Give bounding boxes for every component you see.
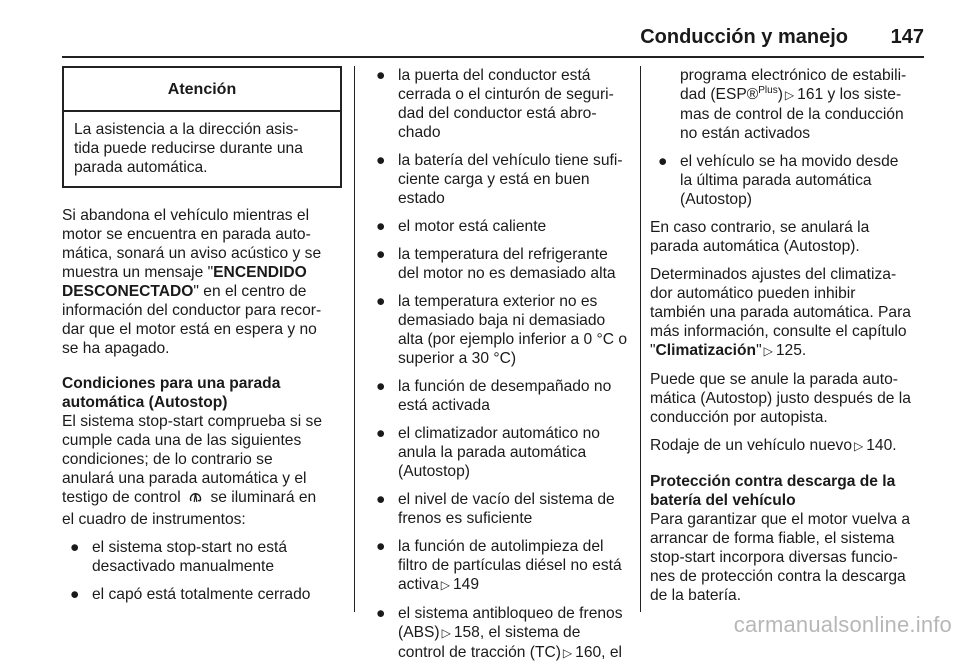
list-item: ● la batería del vehículo tiene sufi- ciente carga y está en buen estado [376, 152, 623, 207]
page-reference-arrow-icon[interactable]: ▷ [440, 578, 450, 592]
bullet-icon: ● [376, 378, 386, 395]
paragraph: El sistema stop-start comprueba si se cumple cada una de las siguientes condiciones; de lo contrario se anulará una parada automática y el testigo de control se iluminará en el cuadro de instrumentos: [62, 413, 322, 528]
paragraph: Para garantizar que el motor vuelva a arrancar de forma fiable, el sistema stop-start incorpora diversas funcio- nes de protección contra la descarga de la batería. [650, 511, 911, 604]
page-reference[interactable]: 125. [775, 342, 807, 359]
bullet-icon: ● [376, 293, 386, 310]
warning-title: Atención [64, 68, 340, 112]
page-reference-arrow-icon[interactable]: ▷ [854, 439, 864, 453]
bullet-icon: ● [376, 491, 386, 508]
bullet-icon: ● [376, 152, 386, 169]
section-reference: Climatización [655, 342, 757, 359]
column-1 [62, 66, 342, 613]
page-reference-arrow-icon[interactable]: ▷ [562, 646, 573, 660]
list-item: ● el capó está totalmente cerrado [70, 586, 311, 603]
paragraph: Rodaje de un vehículo nuevo ▷ 140. [650, 437, 897, 454]
column-divider [354, 66, 355, 612]
list-item: ● la función de autolimpieza del filtro de partículas diésel no está activa ▷ 149 [376, 538, 622, 593]
page-reference[interactable]: 158, el sistema de [453, 624, 581, 641]
list-item: ● la temperatura exterior no es demasiado baja ni demasiado alta (por ejemplo inferior a 0 °C o superior a 30 °C) [376, 293, 627, 367]
list-item: ● el motor está caliente [376, 218, 547, 235]
column-divider [640, 66, 641, 612]
paragraph: Si abandona el vehículo mientras el motor se encuentra en parada auto- mática, sonará un aviso acústico y se muestra un mensaje "ENCENDIDO DESCONECTADO" en el centro de información del conductor para recor- dar que el motor está en espera y no se ha apagado. [62, 207, 322, 357]
list-item: ● la función de desempañado no está activada [376, 378, 612, 414]
list-item: ● el vehículo se ha movido desde la última parada automática (Autostop) [658, 153, 899, 208]
page-reference-arrow-icon[interactable]: ▷ [784, 88, 795, 102]
page-reference[interactable]: 161 y los siste- [797, 86, 902, 103]
list-item-continued: programa electrónico de estabili- dad (ESP®$^{Plus}$) ▷ 161 y los siste- mas de control de la conducción no están activados [680, 67, 907, 142]
message-text: ENCENDIDO [213, 264, 307, 281]
page-reference[interactable]: 140. [866, 437, 897, 454]
page-reference-arrow-icon[interactable]: ▷ [763, 344, 773, 358]
column-3 [650, 66, 926, 614]
message-text: DESCONECTADO [62, 283, 194, 300]
list-item: ● el climatizador automático no anula la parada automática (Autostop) [376, 425, 600, 480]
warning-box [62, 66, 342, 188]
page-reference-arrow-icon[interactable]: ▷ [441, 626, 451, 640]
list-item: ● la puerta del conductor está cerrada o el cinturón de seguri- dad del conductor está abro- chado [376, 67, 614, 141]
autostop-icon [188, 490, 203, 510]
list-item: ● la temperatura del refrigerante del motor no es demasiado alta [376, 246, 616, 282]
page-reference[interactable]: 160, el [575, 644, 622, 661]
bullet-icon: ● [376, 246, 386, 263]
list-item: ● el sistema antibloqueo de frenos (ABS) ▷ 158, el sistema de control de tracción (TC) ▷ 160, el [376, 605, 623, 661]
section-heading: Condiciones para una parada automática (Autostop) [62, 375, 281, 411]
bullet-icon: ● [376, 538, 386, 555]
watermark: carmanualsonline.info [733, 612, 952, 637]
bullet-icon: ● [70, 586, 80, 603]
page-number: 147 [890, 26, 924, 48]
bullet-icon: ● [376, 218, 386, 235]
section-heading: Protección contra descarga de la batería del vehículo [650, 473, 896, 509]
bullet-icon: ● [658, 153, 668, 170]
bullet-icon: ● [376, 67, 386, 84]
page-header [62, 22, 924, 58]
paragraph: Determinados ajustes del climatiza- dor automático pueden inhibir también una parada automática. Para más información, consulte el capítulo "Climatización" ▷ 125. [650, 266, 911, 359]
chapter-title: Conducción y manejo [640, 26, 848, 48]
bullet-icon: ● [70, 539, 80, 556]
bullet-icon: ● [376, 425, 386, 442]
paragraph: Puede que se anule la parada auto- mática (Autostop) justo después de la conducción por autopista. [650, 371, 911, 426]
column-2 [368, 66, 634, 672]
paragraph: En caso contrario, se anulará la parada automática (Autostop). [650, 219, 870, 255]
page-reference[interactable]: 149 [452, 576, 480, 593]
warning-text: La asistencia a la dirección asis- tida puede reducirse durante una parada automática. [74, 121, 303, 176]
bullet-icon: ● [376, 605, 386, 622]
list-item: ● el nivel de vacío del sistema de frenos es suficiente [376, 491, 615, 527]
list-item: ● el sistema stop-start no está desactivado manualmente [70, 539, 288, 575]
